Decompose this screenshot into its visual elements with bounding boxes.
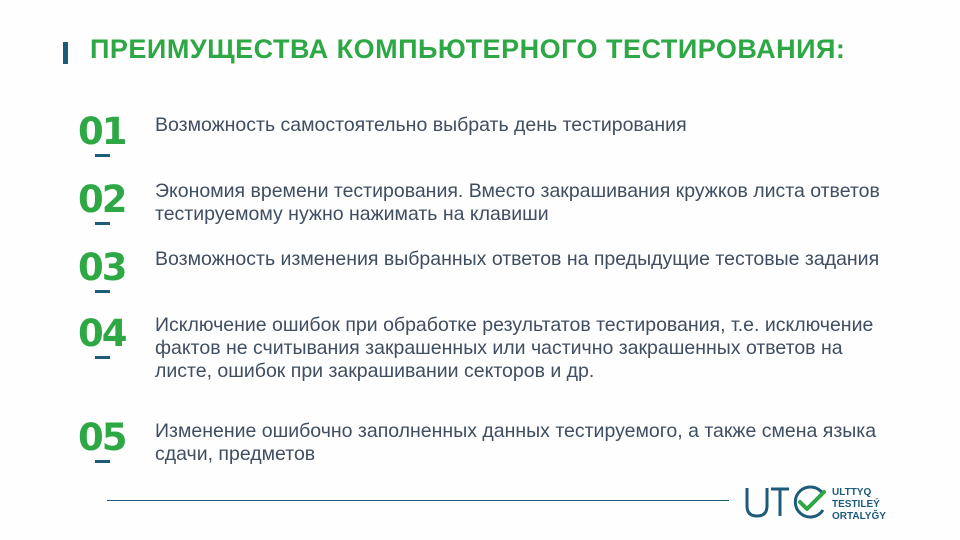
item-number-underline (95, 154, 110, 157)
item-text: Экономия времени тестирования. Вместо закрашивания кружков листа ответов тестируемому нужно нажимать на клавиши (155, 180, 880, 225)
item-text: Изменение ошибочно заполненных данных тестируемого, а также смена языка сдачи, предметов (155, 420, 877, 465)
item-number: 01 (78, 110, 126, 153)
item-number-underline (95, 460, 110, 463)
item-number: 02 (78, 178, 126, 221)
item-number: 03 (78, 246, 126, 289)
logo-line: ORTALYĞY (832, 511, 886, 522)
footer-divider (107, 500, 729, 501)
item-text: Возможность изменения выбранных ответов на предыдущие тестовые задания (155, 248, 880, 270)
item-number: 04 (78, 312, 126, 355)
logo-line: TESTILEÝ (832, 499, 880, 510)
item-number: 05 (78, 416, 126, 459)
slide-title: ПРЕИМУЩЕСТВА КОМПЬЮТЕРНОГО ТЕСТИРОВАНИЯ: (90, 34, 846, 64)
item-text: Возможность самостоятельно выбрать день тестирования (155, 114, 687, 136)
utc-logo-mark-icon (744, 482, 828, 522)
item-number-underline (95, 290, 110, 293)
logo-wordmark (832, 487, 886, 523)
utc-logo (744, 482, 894, 524)
item-number-underline (95, 222, 110, 225)
item-text: Исключение ошибок при обработке результатов тестирования, т.е. исключение фактов не считывания закрашенных или частично закрашенных ответов на листе, ошибок при закрашивании секторов и др. (155, 314, 874, 382)
item-number-underline (95, 356, 110, 359)
logo-line: ULTTYQ (832, 487, 872, 498)
